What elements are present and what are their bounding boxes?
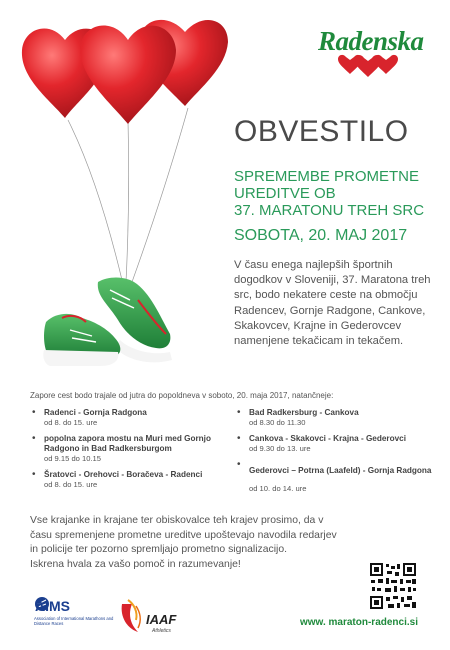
iaaf-logo-icon xyxy=(122,600,141,632)
list-item xyxy=(30,408,230,428)
closing-paragraph xyxy=(30,514,340,572)
intro-paragraph: V času enega najlepših športnih dogodkov v Sloveniji, 37. Maratona treh src, bodo nekatere ceste na območju Radencev, Gornje Radgone, Cankove, Skakovcev, Krajne in Gederovcev namenjene tekačicam in tekačem. xyxy=(234,259,431,348)
closing-thanks: Iskrena hvala za vašo pomoč in razumevanje! xyxy=(30,558,241,570)
qr-code xyxy=(370,563,416,609)
list-item xyxy=(30,470,230,490)
list-item xyxy=(30,434,230,464)
closures-note: Zapore cest bodo trajale od jutra do popoldneva v soboto, 20. maja 2017, natančneje: xyxy=(30,391,334,400)
closure-route: • Cankova - Skakovci - Krajna - Gederovci xyxy=(249,434,406,443)
closing-request: Vse krajanke in krajane ter obiskovalce teh krajev prosimo, da v času spremenjene prometne ureditve upoštevajo navodila redarjev in policije ter pozorno spremljajo prometno signalizacijo. xyxy=(30,515,337,555)
iaaf-logo-subtitle: Athletics xyxy=(152,628,171,634)
list-item xyxy=(235,460,435,496)
closure-time: od 8.30 do 11.30 xyxy=(249,418,306,427)
closure-time: od 10. do 14. ure xyxy=(249,484,307,493)
closure-time: od 9.30 do 13. ure xyxy=(249,444,311,453)
aims-logo-text: AIMS xyxy=(35,598,70,614)
balloon-strings xyxy=(68,108,188,282)
page-subtitle: SPREMEMBE PROMETNE UREDITVE OB 37. MARATONU TREH SRC xyxy=(234,168,425,219)
running-shoe-front xyxy=(43,314,120,366)
list-item xyxy=(235,408,435,428)
closure-time: od 9.15 do 10.15 xyxy=(44,454,102,463)
aims-logo-subtitle: Association of International Marathons and Distance Races xyxy=(34,616,114,626)
closure-route: • Bad Radkersburg - Cankova xyxy=(249,408,359,417)
closure-route: Gederovci – Potrna (Laafeld) - Gornja Radgona xyxy=(249,466,432,475)
closure-route: • popolna zapora mostu na Muri med Gornjo Radgono in Bad Radkersburgom xyxy=(44,434,211,453)
closure-time: od 8. do 15. ure xyxy=(44,418,98,427)
website-link[interactable]: www. maraton-radenci.si xyxy=(300,617,418,628)
heart-balloon-center xyxy=(80,26,176,124)
closures-list-left xyxy=(30,408,230,496)
closure-time: od 8. do 15. ure xyxy=(44,480,98,489)
page-title: OBVESTILO xyxy=(234,115,409,148)
event-date: SOBOTA, 20. MAJ 2017 xyxy=(234,227,408,244)
radenska-hearts-icon xyxy=(338,55,398,77)
closure-route: • Radenci - Gornja Radgona xyxy=(44,408,147,417)
iaaf-logo-text: IAAF xyxy=(146,612,177,627)
closures-list-right xyxy=(235,408,435,502)
radenska-logo: Radenska xyxy=(318,26,424,56)
closure-route: • Šratovci - Orehovci - Boračeva - Radenci xyxy=(44,470,203,479)
list-item xyxy=(235,434,435,454)
